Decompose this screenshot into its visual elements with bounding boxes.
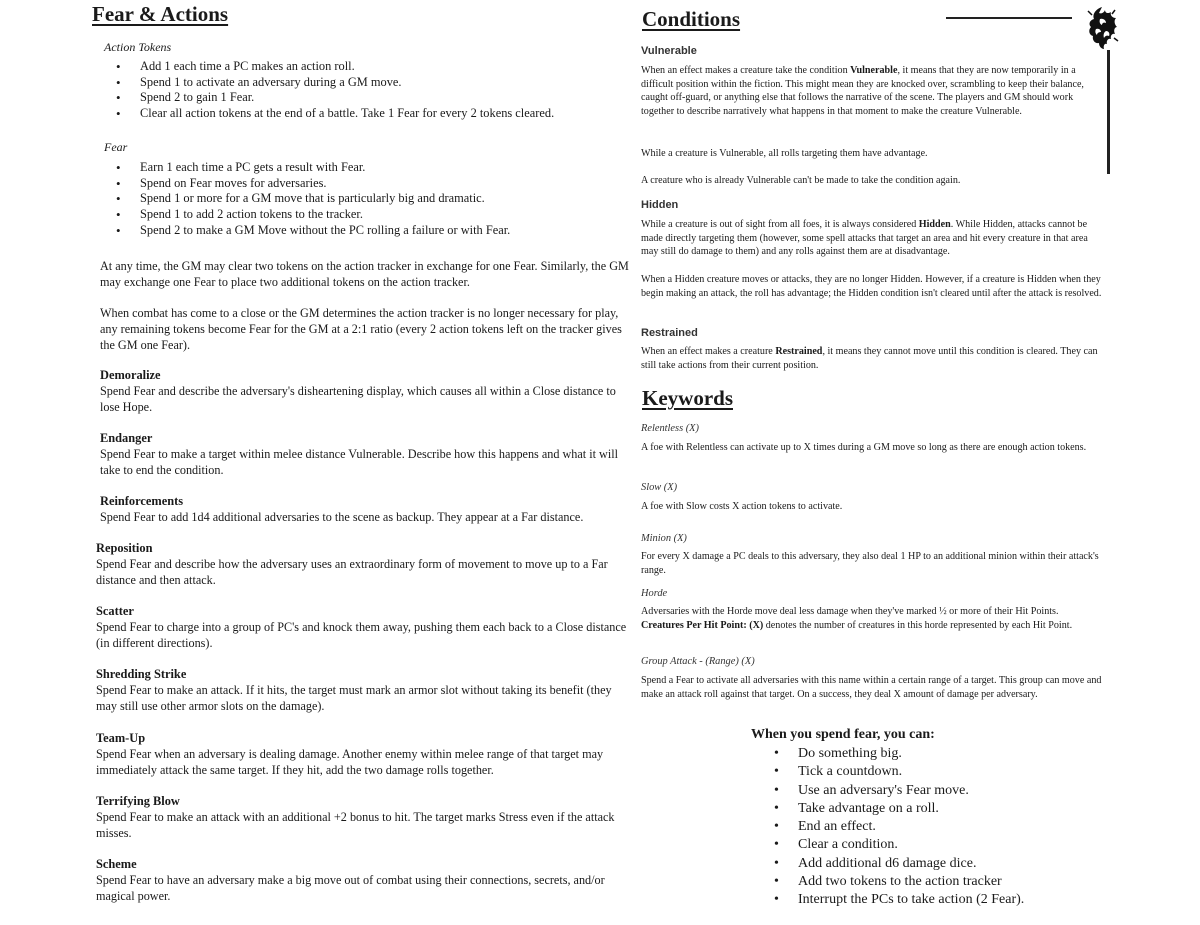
minion-text: For every X damage a PC deals to this adversary, they also deal 1 HP to an additional minion within their attack's range. (641, 551, 1099, 576)
move-text: Spend Fear when an adversary is dealing damage. Another enemy within melee range of that target may immediately attack the same target. If they hit, add the two damage rolls together. (96, 746, 604, 777)
list-item: • Take advantage on a roll. (751, 800, 1081, 818)
list-item: • Use an adversary's Fear move. (751, 782, 1081, 800)
move-reinforcements (100, 494, 630, 526)
move-endanger (100, 431, 630, 478)
move-name: Shredding Strike (96, 667, 187, 681)
move-text: Spend Fear and describe the adversary's disheartening display, which causes all within a Close distance to lose Hope. (100, 383, 616, 414)
move-name: Endanger (100, 431, 153, 445)
list-item: • Spend 1 or more for a GM move that is particularly big and dramatic. (92, 191, 637, 207)
move-scatter (96, 604, 630, 651)
move-text: Spend Fear and describe how the adversary uses an extraordinary form of movement to move up to a Far distance and then attack. (96, 556, 608, 587)
move-demoralize (100, 368, 630, 415)
conditions-title: Conditions (642, 7, 741, 31)
list-item: • Clear a condition. (751, 836, 1081, 854)
dragon-seal-icon (1082, 5, 1122, 51)
combat-end-paragraph: When combat has come to a close or the GM determines the action tracker is no longer necessary for play, any remaining tokens become Fear for the GM at a 2:1 ratio (every 2 action tokens left on the tracker gives the GM one Fear). (100, 306, 622, 352)
move-reposition (96, 541, 630, 588)
list-item: • Spend 2 to make a GM Move without the PC rolling a failure or with Fear. (92, 223, 637, 239)
spend-fear-list (751, 745, 1081, 910)
list-item: • Spend 1 to activate an adversary during a GM move. (92, 75, 637, 91)
list-item: • Spend 1 to add 2 action tokens to the tracker. (92, 207, 637, 223)
move-name: Scatter (96, 604, 134, 618)
keywords-title: Keywords (642, 386, 733, 410)
move-text: Spend Fear to make an attack. If it hits, the target must mark an armor slot without taking its benefit (they may still use other armor slots on the damage). (96, 682, 612, 713)
vulnerable-paragraph: When an effect makes a creature take the condition Vulnerable, it means that they are now temporarily in a difficult position within the fiction. This might mean they are knocked over, scrambling to keep their balance, caught off-guard, or anything else that follows the narrative of the scene. The players and GM should work together to describe narratively what happens in that moment to make the creature Vulnerable. (641, 65, 1084, 118)
list-item: • Do something big. (751, 745, 1081, 763)
move-text: Spend Fear to make a target within melee distance Vulnerable. Describe how this happens and what it will take to end the condition. (100, 446, 618, 477)
move-shredding-strike (96, 667, 630, 714)
vulnerable-heading: Vulnerable (641, 45, 697, 57)
list-item: • Add two tokens to the action tracker (751, 873, 1081, 891)
fear-actions-title: Fear & Actions (92, 2, 229, 26)
header-rule (946, 17, 1072, 19)
spend-fear-title: When you spend fear, you can: (751, 727, 935, 742)
move-name: Reinforcements (100, 494, 184, 508)
relentless-heading: Relentless (X) (641, 423, 699, 434)
list-item: • Add 1 each time a PC makes an action roll. (92, 59, 637, 75)
list-item: • Earn 1 each time a PC gets a result with Fear. (92, 160, 637, 176)
move-name: Team-Up (96, 731, 146, 745)
slow-heading: Slow (X) (641, 482, 678, 493)
hidden-paragraph: While a creature is out of sight from all foes, it is always considered Hidden. While Hidden, attacks cannot be made directly targeting them (however, some spell attacks that target an area and hit every creature in that area may still do damage to them) and any rolls against them are at disadvantage. (641, 219, 1088, 258)
minion-heading: Minion (X) (641, 533, 687, 544)
list-item: • Tick a countdown. (751, 763, 1081, 781)
move-text: Spend Fear to charge into a group of PC's and knock them away, pushing them each back to a Close distance (in different directions). (96, 619, 627, 650)
spend-fear-box (751, 727, 1081, 910)
group-attack-text: Spend a Fear to activate all adversaries with this name within a certain range of a target. This group can move and make an attack roll against that target. On a success, they deal X amount of damage per adversary. (641, 675, 1102, 700)
move-name: Terrifying Blow (96, 794, 180, 808)
horde-heading: Horde (641, 588, 668, 599)
vulnerable-again-text: A creature who is already Vulnerable can't be made to take the condition again. (641, 175, 961, 186)
fear-heading: Fear (104, 140, 128, 154)
list-item: • Spend 2 to gain 1 Fear. (92, 90, 637, 106)
move-text: Spend Fear to have an adversary make a big move out of combat using their connections, secrets, and/or magical power. (96, 872, 605, 903)
list-item: • End an effect. (751, 818, 1081, 836)
move-name: Reposition (96, 541, 153, 555)
move-terrifying-blow (96, 794, 630, 841)
action-tokens-heading: Action Tokens (104, 40, 172, 54)
hidden-heading: Hidden (641, 199, 679, 211)
horde-text: Adversaries with the Horde move deal less damage when they've marked ½ or more of their Hit Points. Creatures Per Hit Point: (X) denotes the number of creatures in this horde represented by each Hit Point. (641, 606, 1073, 631)
group-attack-heading: Group Attack - (Range) (X) (641, 656, 755, 667)
list-item: • Clear all action tokens at the end of a battle. Take 1 Fear for every 2 tokens cleared. (92, 106, 637, 122)
list-item: • Add additional d6 damage dice. (751, 855, 1081, 873)
move-name: Demoralize (100, 368, 161, 382)
hidden-moves-paragraph: When a Hidden creature moves or attacks, they are no longer Hidden. However, if a creature is Hidden when they begin making an attack, the roll has advantage; the Hidden condition isn't cleared until after the attack is resolved. (641, 274, 1102, 299)
margin-rule (1107, 50, 1110, 174)
tracker-exchange-paragraph: At any time, the GM may clear two tokens on the action tracker in exchange for one Fear. Similarly, the GM may exchange one Fear to place two additional tokens on the action tracker. (100, 259, 629, 289)
restrained-heading: Restrained (641, 327, 698, 339)
move-scheme (96, 857, 630, 904)
list-item: • Spend on Fear moves for adversaries. (92, 176, 637, 192)
vulnerable-advantage-text: While a creature is Vulnerable, all rolls targeting them have advantage. (641, 148, 928, 159)
action-tokens-list (92, 59, 637, 122)
move-text: Spend Fear to add 1d4 additional adversaries to the scene as backup. They appear at a Far distance. (100, 509, 584, 524)
move-name: Scheme (96, 857, 137, 871)
fear-list (92, 160, 637, 239)
slow-text: A foe with Slow costs X action tokens to activate. (641, 501, 843, 512)
relentless-text: A foe with Relentless can activate up to X times during a GM move so long as there are enough action tokens. (641, 442, 1087, 453)
move-text: Spend Fear to make an attack with an additional +2 bonus to hit. The target marks Stress even if the attack misses. (96, 809, 615, 840)
move-team-up (96, 731, 630, 778)
restrained-paragraph: When an effect makes a creature Restrained, it means they cannot move until this condition is cleared. They can still take actions from their current position. (641, 346, 1098, 371)
list-item: • Interrupt the PCs to take action (2 Fear). (751, 891, 1081, 909)
